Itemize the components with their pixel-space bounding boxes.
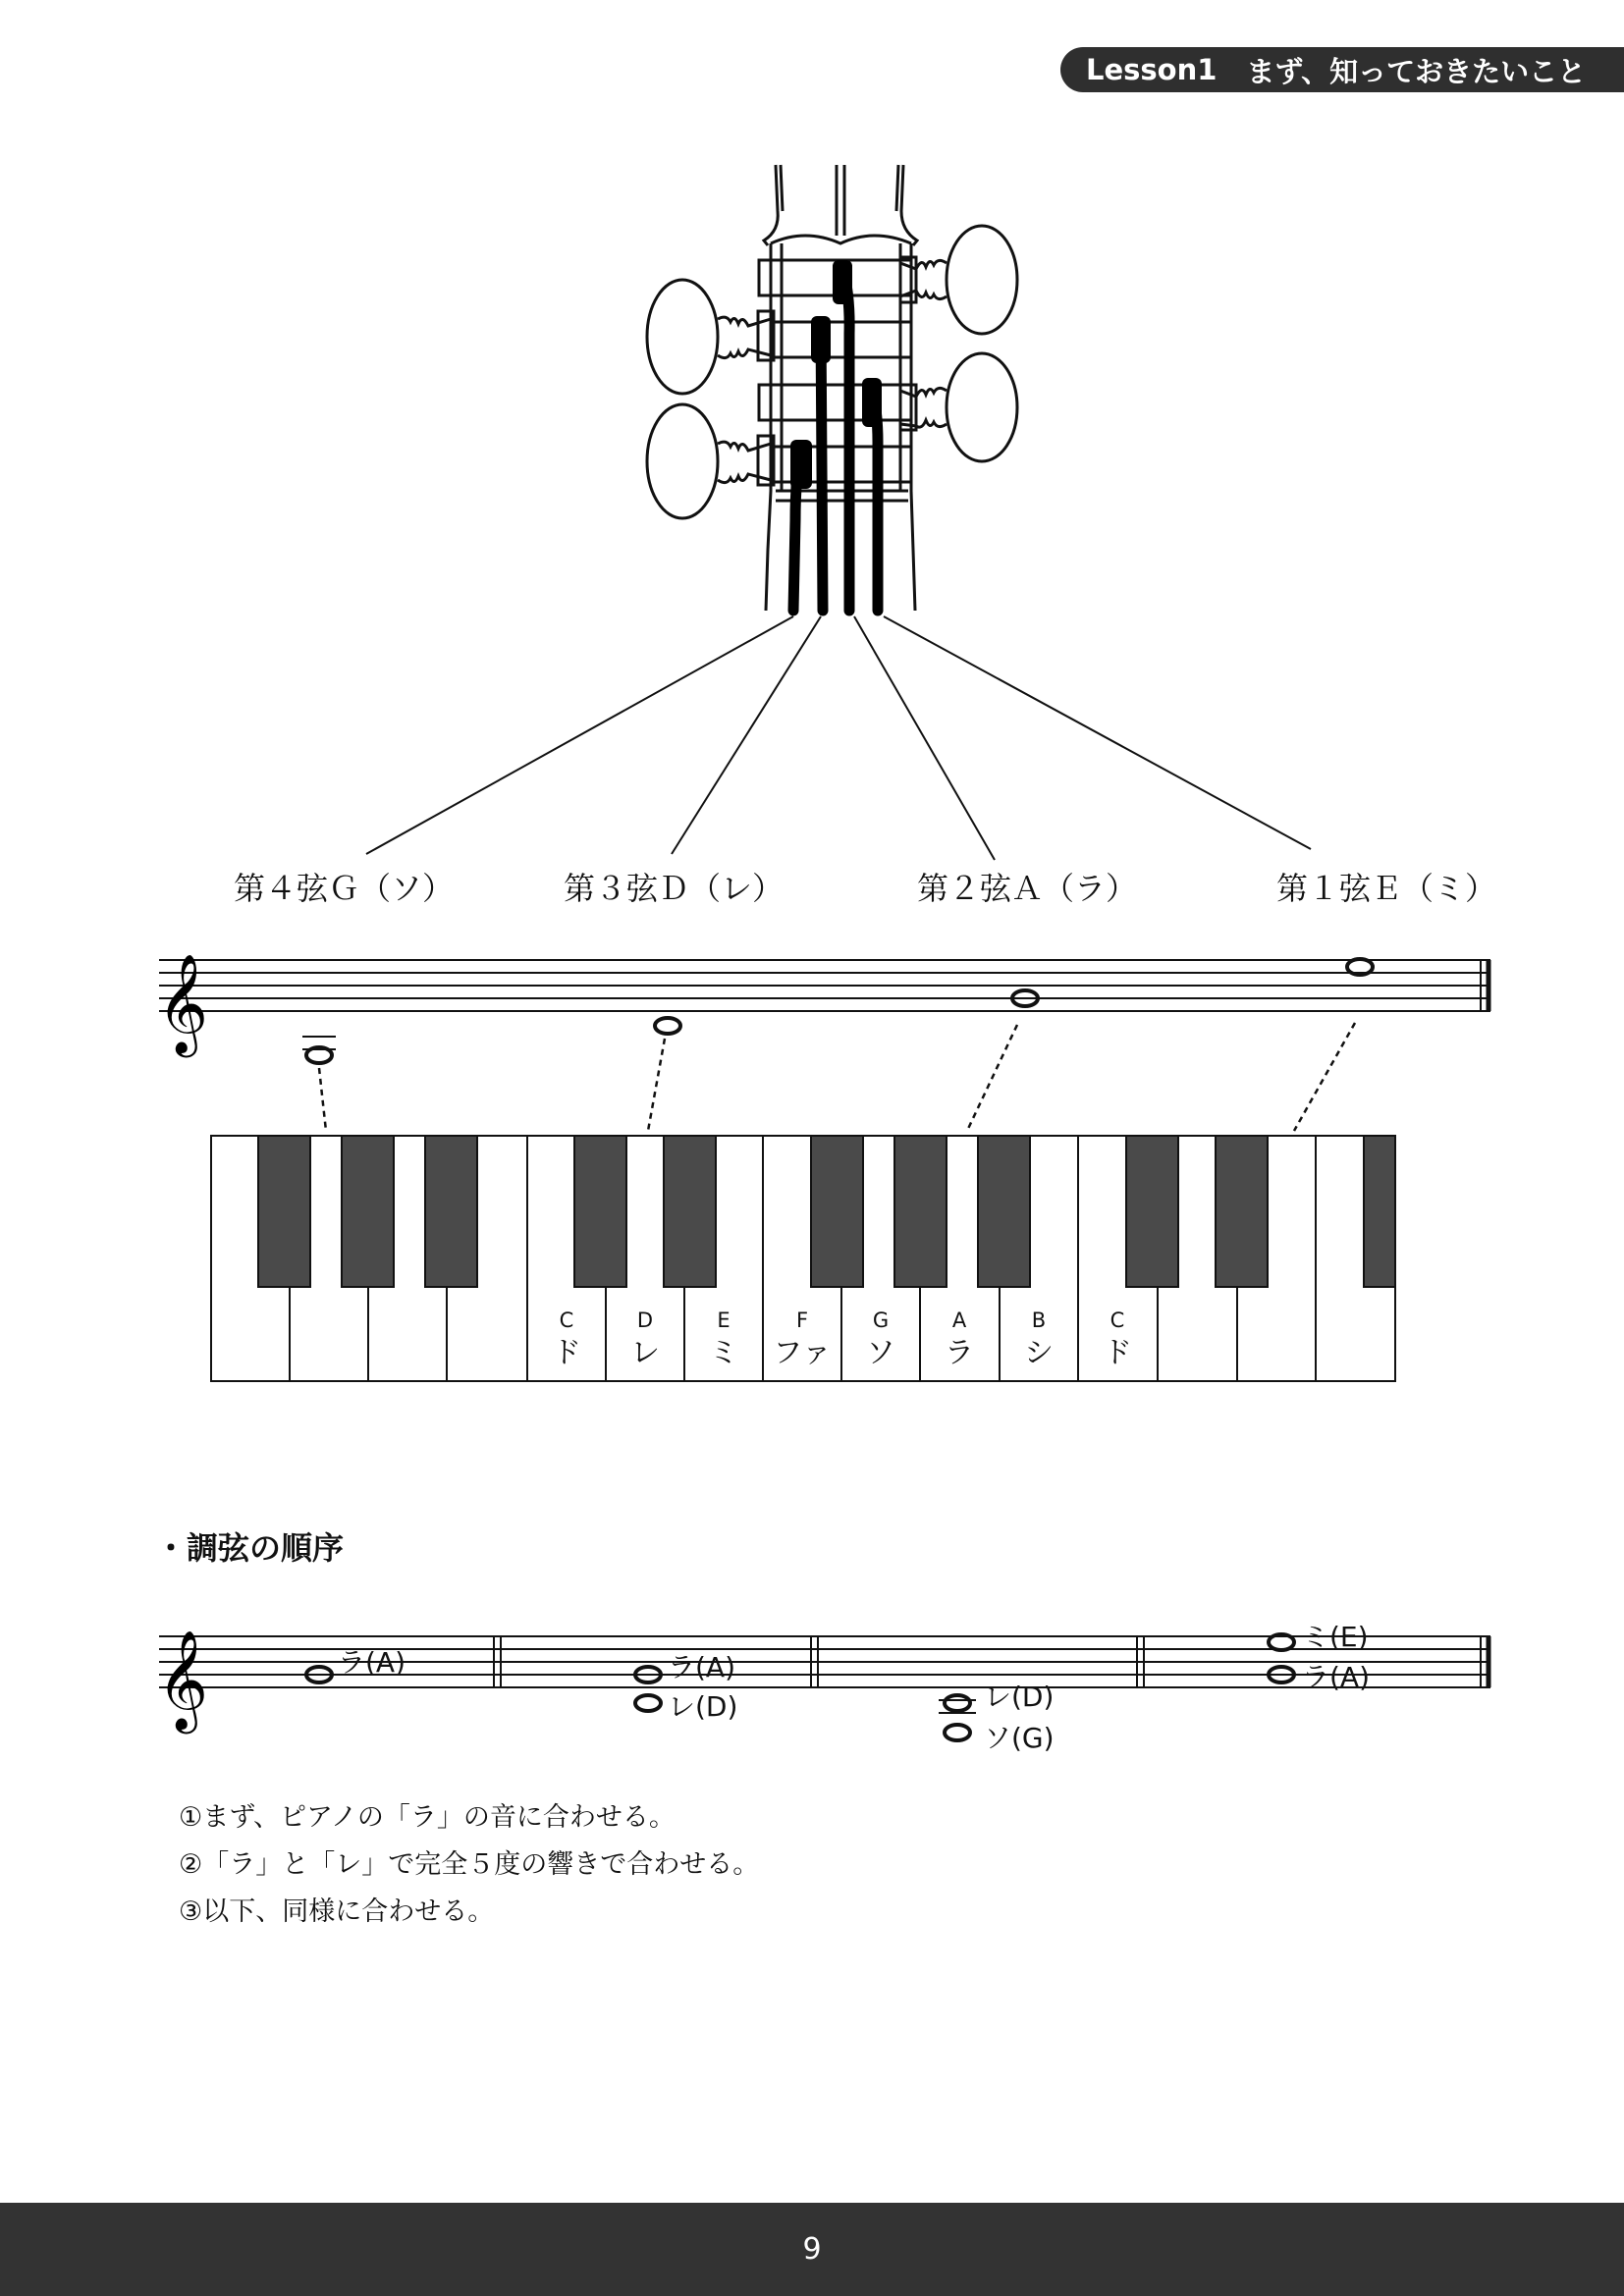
tuning-label-a: ラ(A) — [1302, 1661, 1371, 1693]
black-key — [1364, 1136, 1395, 1287]
black-key — [664, 1136, 716, 1287]
key-kana-a4: ラ — [945, 1336, 974, 1370]
note-to-key-dotted-lines — [319, 1023, 1355, 1131]
string-pointer-lines — [366, 616, 1311, 860]
treble-clef-icon: 𝄞 — [157, 952, 209, 1053]
piano-keyboard — [211, 1136, 1395, 1381]
page-number: 9 — [802, 2232, 822, 2267]
key-letter-d4: D — [636, 1308, 654, 1332]
black-key — [258, 1136, 310, 1287]
key-kana-c4: ド — [552, 1336, 581, 1370]
instruction-list — [179, 1794, 759, 1936]
black-key — [342, 1136, 394, 1287]
black-key — [1126, 1136, 1178, 1287]
treble-clef-icon: 𝄞 — [157, 1629, 209, 1730]
tuning-note-g — [945, 1725, 970, 1740]
instruction-step-3: ③以下、同様に合わせる。 — [179, 1896, 495, 1927]
tuning-order-staff — [157, 1621, 1490, 1754]
key-letter-e4: E — [717, 1308, 731, 1332]
string-label-d: 第３弦Ｄ（レ） — [564, 870, 785, 907]
string-label-g: 第４弦Ｇ（ソ） — [234, 870, 455, 907]
key-kana-d4: レ — [630, 1336, 660, 1370]
string-label-a: 第２弦Ａ（ラ） — [917, 870, 1138, 907]
string-label-e: 第１弦Ｅ（ミ） — [1276, 870, 1497, 907]
tuning-note-d — [945, 1695, 970, 1711]
note-d4 — [655, 1018, 680, 1034]
tuning-note-d — [635, 1695, 661, 1711]
black-key — [574, 1136, 626, 1287]
tuning-label-g: ソ(G) — [984, 1722, 1055, 1754]
black-key — [894, 1136, 947, 1287]
key-kana-g4: ソ — [866, 1336, 895, 1370]
tuning-label-d: レ(D) — [668, 1690, 738, 1723]
key-kana-e4: ミ — [709, 1336, 738, 1370]
violin-strings — [793, 267, 878, 611]
key-kana-f4: ファ — [773, 1336, 832, 1370]
string-notes-staff — [157, 952, 1490, 1131]
key-letter-c4: C — [559, 1308, 574, 1332]
black-key — [811, 1136, 863, 1287]
page-footer — [0, 2203, 1624, 2296]
tuning-label-a: ラ(A) — [668, 1651, 736, 1683]
key-letter-a4: A — [951, 1308, 967, 1332]
key-kana-b4: シ — [1024, 1336, 1054, 1370]
key-letter-f4: F — [795, 1308, 809, 1332]
tuning-label-d: レ(D) — [984, 1681, 1055, 1713]
tuning-label-a: ラ(A) — [338, 1646, 406, 1679]
black-key — [1216, 1136, 1268, 1287]
tuning-order-heading: ・調弦の順序 — [155, 1529, 345, 1567]
key-letter-b4: B — [1031, 1308, 1047, 1332]
black-key — [425, 1136, 477, 1287]
violin-pegbox-illustration — [647, 165, 1017, 611]
key-letter-c5: C — [1110, 1308, 1125, 1332]
tuning-label-e: ミ(E) — [1302, 1621, 1369, 1653]
key-kana-c5: ド — [1103, 1336, 1132, 1370]
instruction-step-2: ②「ラ」と「レ」で完全５度の響きで合わせる。 — [179, 1849, 760, 1880]
instruction-step-1: ①まず、ピアノの「ラ」の音に合わせる。 — [179, 1802, 676, 1833]
lesson-label: Lesson1 — [1086, 53, 1218, 86]
black-key — [978, 1136, 1030, 1287]
lesson-title: まず、知っておきたいこと — [1246, 54, 1587, 88]
key-letter-g4: G — [872, 1308, 890, 1332]
